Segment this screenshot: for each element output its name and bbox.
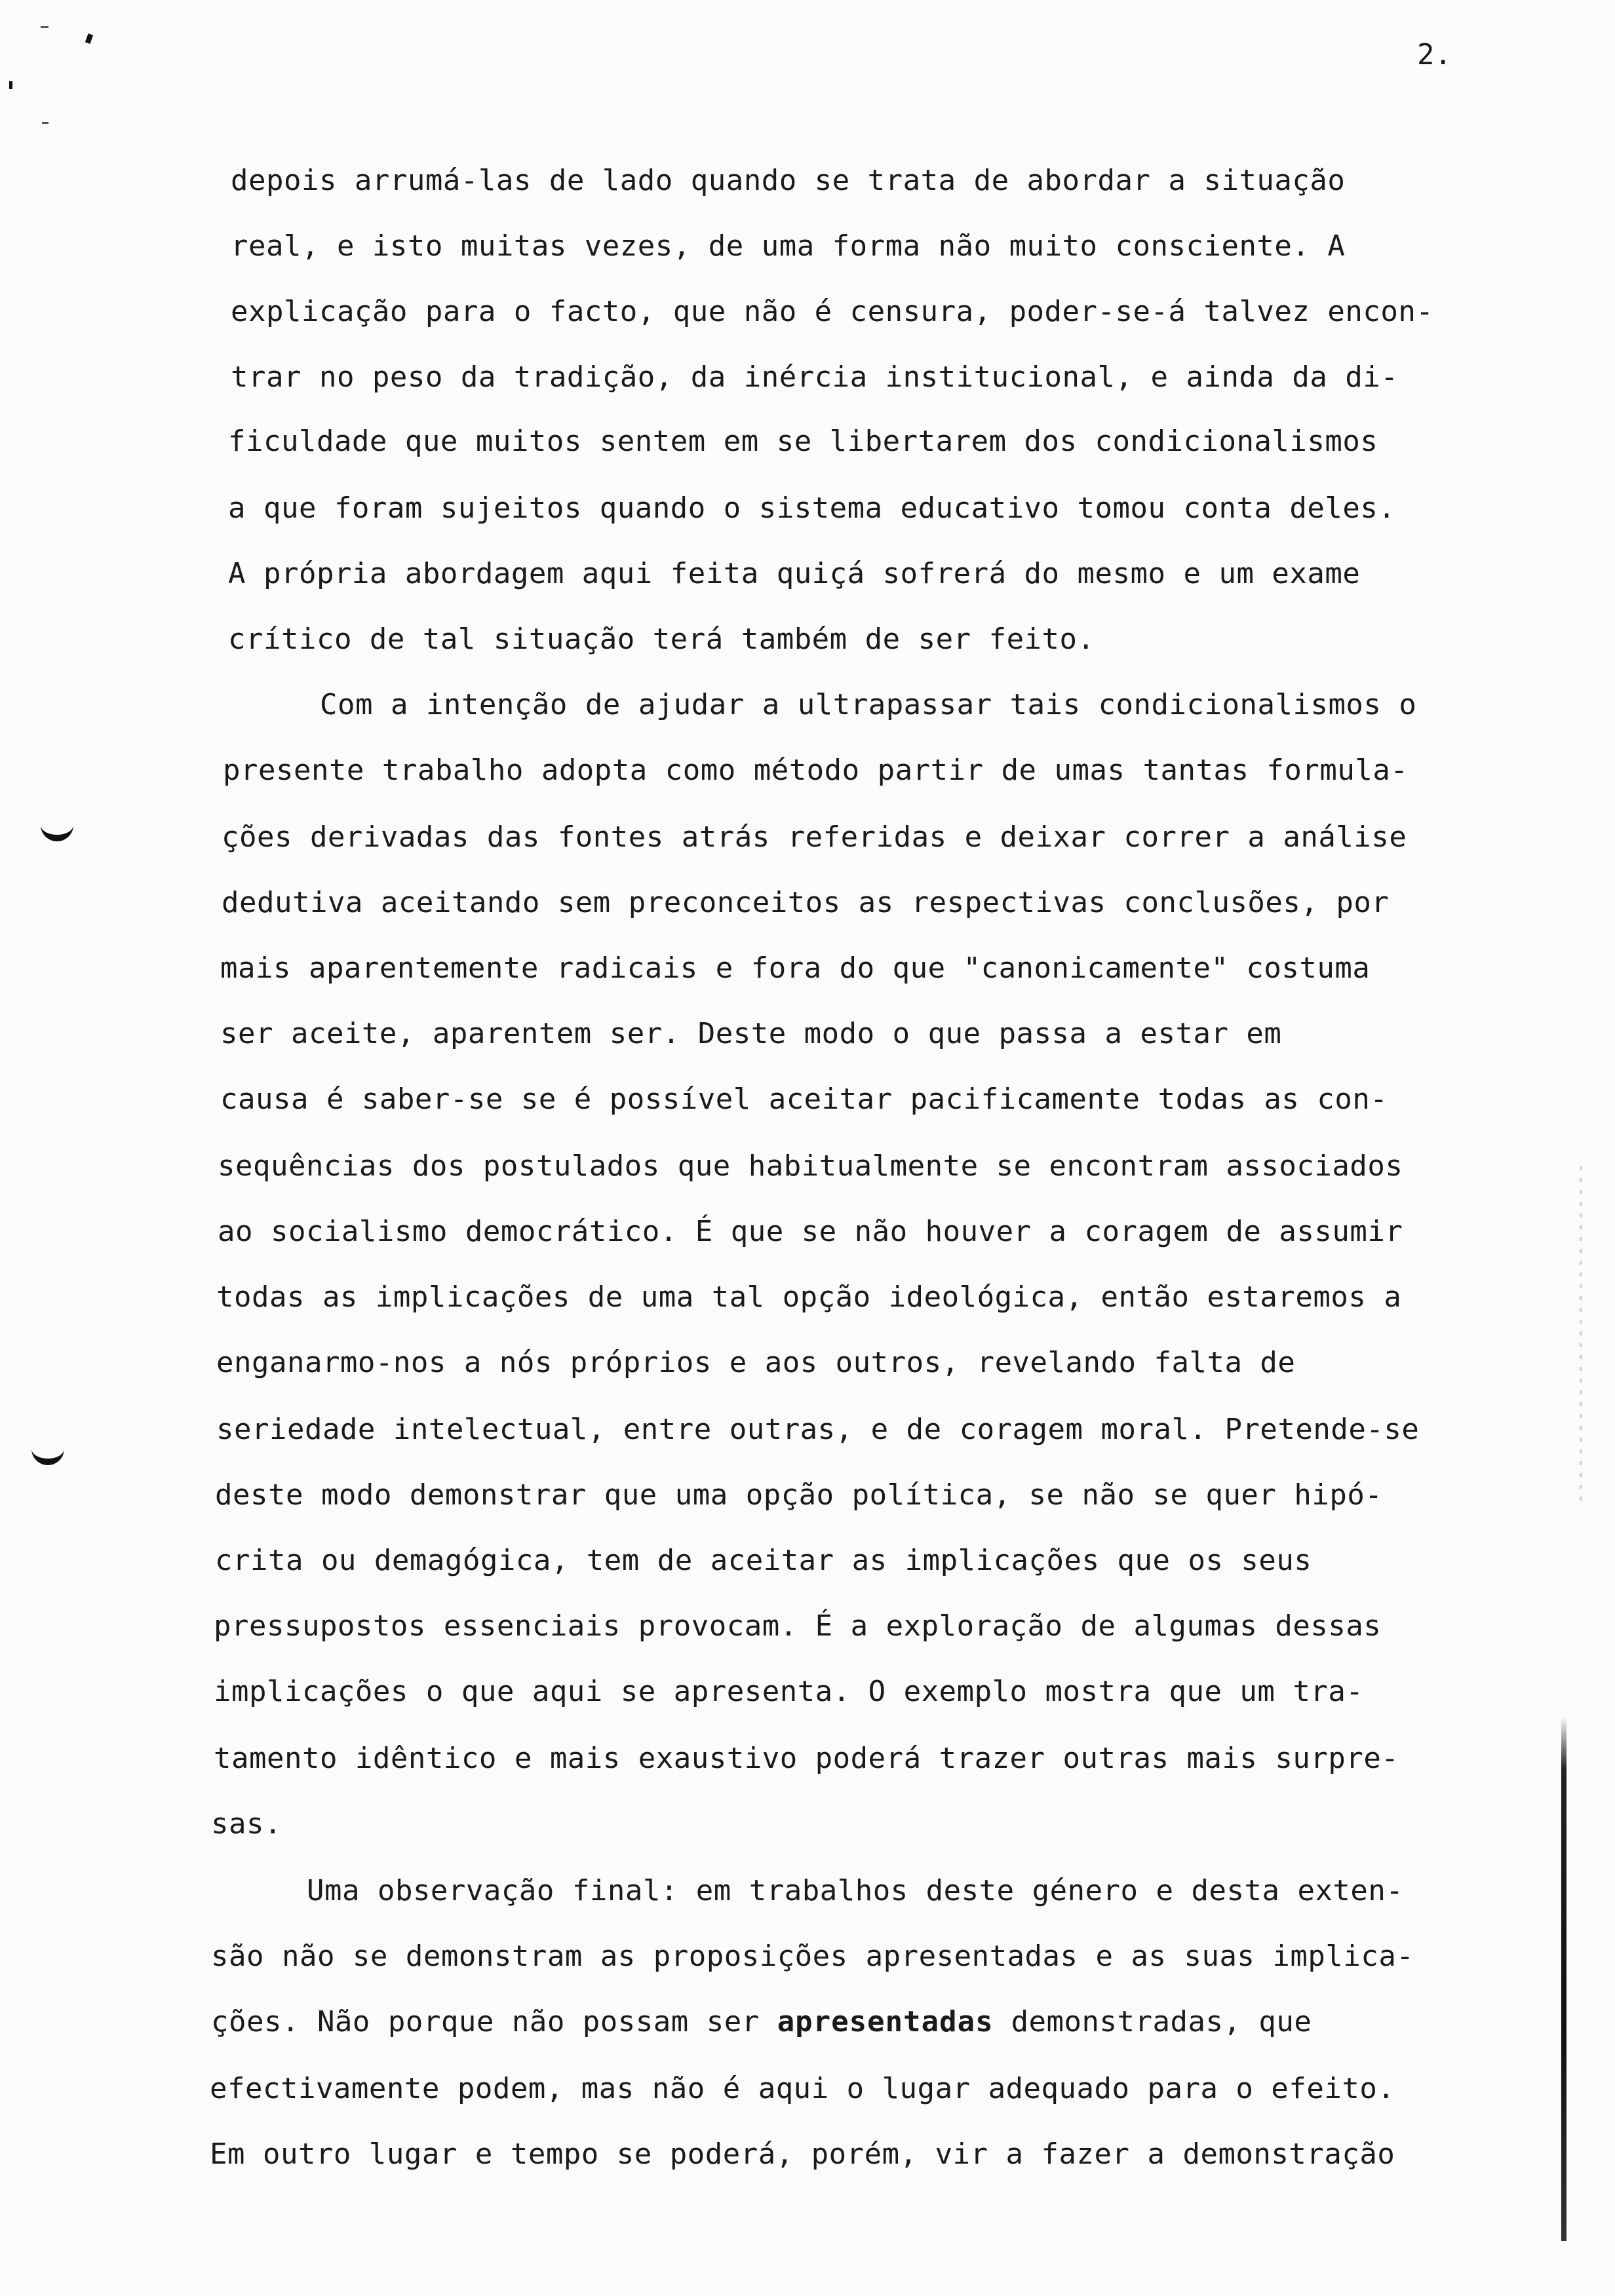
text-line: ficuldade que muitos sentem em se libertarem dos condicionalismos [228, 425, 1378, 458]
text-line: crita ou demagógica, tem de aceitar as implicações que os seus [215, 1544, 1312, 1577]
text-line: ao socialismo democrático. É que se não houver a coragem de assumir [218, 1215, 1403, 1248]
text-line: crítico de tal situação terá também de ser feito. [228, 622, 1095, 656]
text-line: implicações o que aqui se apresenta. O exemplo mostra que um tra- [214, 1675, 1364, 1708]
text-line: explicação para o facto, que não é censura, poder-se-á talvez encon- [231, 295, 1434, 328]
text-line: ser aceite, aparentem ser. Deste modo o que passa a estar em [220, 1017, 1282, 1050]
text-line: seriedade intelectual, entre outras, e de coragem moral. Pretende-se [216, 1413, 1420, 1446]
line-text-after: demonstradas, que [993, 2005, 1312, 2038]
text-line: deste modo demonstrar que uma opção política, se não se quer hipó- [215, 1478, 1383, 1512]
text-line: pressupostos essenciais provocam. É a exploração de algumas dessas [214, 1609, 1382, 1643]
text-line: trar no peso da tradição, da inércia institucional, e ainda da di- [231, 360, 1399, 394]
text-line: a que foram sujeitos quando o sistema educativo tomou conta deles. [228, 491, 1396, 525]
text-line: dedutiva aceitando sem preconceitos as respectivas conclusões, por [222, 886, 1390, 919]
text-line: são não se demonstram as proposições apresentadas e as suas implica- [211, 1940, 1414, 1973]
page-number: 2. [1417, 38, 1452, 71]
text-line-with-correction [211, 2004, 1312, 2040]
text-line: enganarmo-nos a nós próprios e aos outros, revelando falta de [216, 1346, 1296, 1379]
text-line: sequências dos postulados que habitualmente se encontram associados [218, 1149, 1403, 1183]
struck-out-word: apresentadas [777, 2005, 994, 2038]
text-line: real, e isto muitas vezes, de uma forma não muito consciente. A [231, 229, 1346, 263]
text-line: Em outro lugar e tempo se poderá, porém, vir a fazer a demonstração [210, 2137, 1395, 2171]
text-line: efectivamente podem, mas não é aqui o lugar adequado para o efeito. [210, 2072, 1395, 2105]
text-line: Com a intenção de ajudar a ultrapassar tais condicionalismos o [320, 688, 1417, 721]
text-line: Uma observação final: em trabalhos deste género e desta exten- [307, 1874, 1404, 1907]
text-line: depois arrumá-las de lado quando se trata de abordar a situação [231, 164, 1346, 197]
text-line: mais aparentemente radicais e fora do que "canonicamente" costuma [220, 951, 1371, 985]
text-line: presente trabalho adopta como método partir de umas tantas formula- [223, 754, 1409, 787]
text-line: causa é saber-se se é possível aceitar pacificamente todas as con- [220, 1082, 1388, 1116]
text-line: ções derivadas das fontes atrás referidas e deixar correr a análise [222, 820, 1407, 854]
text-line: todas as implicações de uma tal opção ideológica, então estaremos a [216, 1280, 1402, 1314]
line-text-before: ções. Não porque não possam ser [211, 2005, 777, 2038]
text-line: A própria abordagem aqui feita quiçá sofrerá do mesmo e um exame [228, 557, 1361, 590]
text-line: sas. [211, 1807, 282, 1841]
text-line: tamento idêntico e mais exaustivo poderá trazer outras mais surpre- [214, 1742, 1399, 1775]
